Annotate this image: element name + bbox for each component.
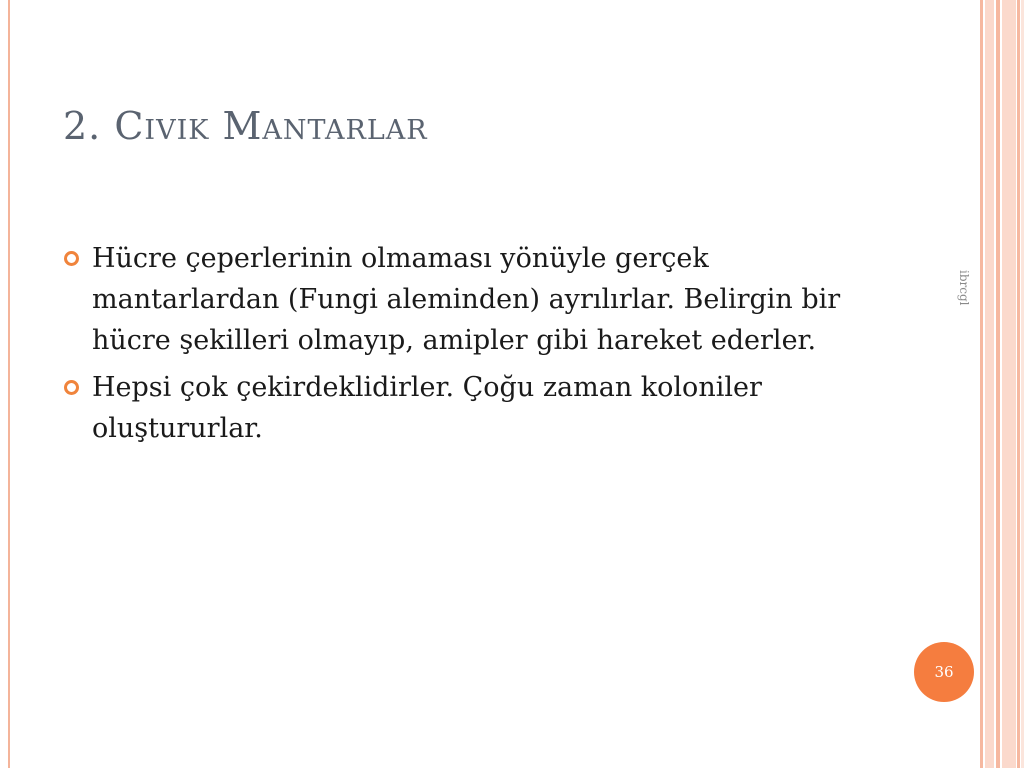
decor-stripe <box>1017 0 1020 768</box>
decor-stripe <box>996 0 1000 768</box>
bullet-list <box>62 238 872 455</box>
decor-stripe <box>1002 0 1016 768</box>
slide-number-badge: 36 <box>914 642 974 702</box>
bullet-circle-icon <box>64 251 79 266</box>
bullet-circle-icon <box>64 380 79 395</box>
decor-stripe <box>985 0 994 768</box>
bullet-text: Hücre çeperlerinin olmaması yönüyle gerçek mantarlardan (Fungi aleminden) ayrılırlar. Belirgin bir hücre şekilleri olmayıp, amipler gibi hareket ederler. <box>92 243 841 356</box>
frame-left-line <box>8 0 10 768</box>
footer-text: ibrcgl <box>957 270 971 306</box>
bullet-item <box>62 367 872 449</box>
decor-stripe <box>980 0 983 768</box>
slide-title: 2. Civik Mantarlar <box>63 104 428 148</box>
bullet-item <box>62 238 872 361</box>
bullet-text: Hepsi çok çekirdeklidirler. Çoğu zaman koloniler oluştururlar. <box>92 372 762 444</box>
